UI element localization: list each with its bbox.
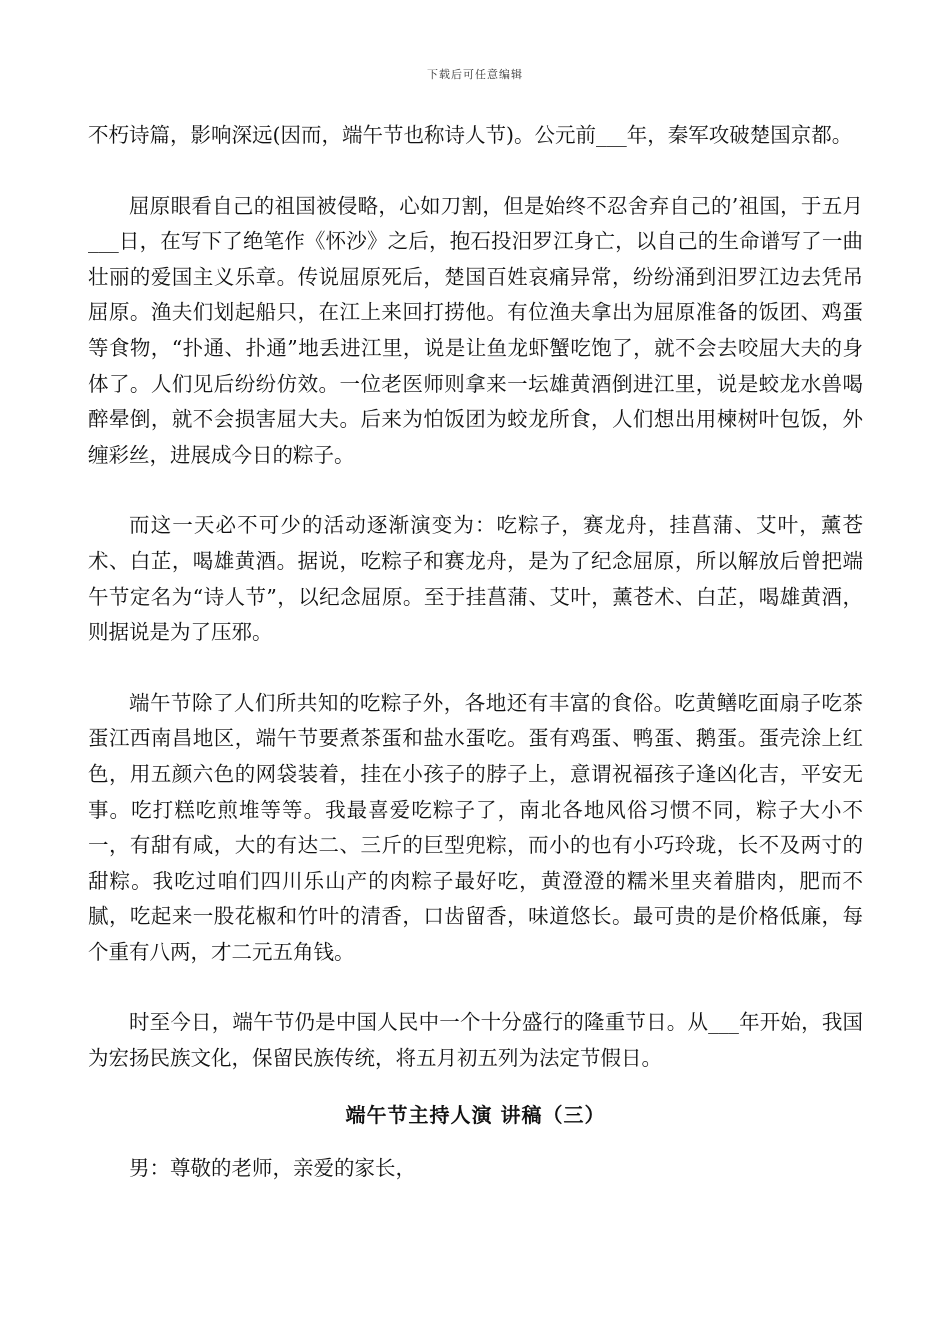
paragraph-festival-activities: 而这一天必不可少的活动逐渐演变为：吃粽子，赛龙舟，挂菖蒲、艾叶，薰苍术、白芷，喝雄黄酒。据说，吃粽子和赛龙舟，是为了纪念屈原，所以解放后曾把端午节定名为“诗人节”，以纪念屈原。至于挂菖蒲、艾叶，薰苍术、白芷，喝雄黄酒，则据说是为了压邪。 [88, 513, 863, 645]
paragraph-qin-conquest: 不朽诗篇，影响深远(因而，端午节也称诗人节)。公元前___年，秦军攻破楚国京都。 [88, 123, 853, 147]
document-body [88, 118, 863, 1186]
page-header-note: 下载后可任意编辑 [427, 68, 523, 81]
paragraph-food-customs: 端午节除了人们所共知的吃粽子外，各地还有丰富的食俗。吃黄鳝吃面扇子吃茶蛋江西南昌地区，端午节要煮茶蛋和盐水蛋吃。蛋有鸡蛋、鸭蛋、鹅蛋。蛋壳涂上红色，用五颜六色的网袋装着，挂在小孩子的脖子上，意谓祝福孩子逢凶化吉，平安无事。吃打糕吃煎堆等等。我最喜爱吃粽子了，南北各地风俗习惯不同，粽子大小不一，有甜有咸，大的有达二、三斤的巨型兜粽，而小的也有小巧玲珑，长不及两寸的甜粽。我吃过咱们四川乐山产的肉粽子最好吃，黄澄澄的糯米里夹着腊肉，肥而不腻，吃起来一股花椒和竹叶的清香，口齿留香，味道悠长。最可贵的是价格低廉，每个重有八两，才二元五角钱。 [88, 690, 863, 964]
paragraph-qu-yuan-death: 屈原眼看自己的祖国被侵略，心如刀割，但是始终不忍舍弃自己的’祖国，于五月___日，在写下了绝笔作《怀沙》之后，抱石投汨罗江身亡，以自己的生命谱写了一曲壮丽的爱国主义乐章。传说屈原死后，楚国百姓哀痛异常，纷纷涌到汨罗江边去凭吊屈原。渔夫们划起船只，在江上来回打捞他。有位渔夫拿出为屈原准备的饭团、鸡蛋等食物，“扑通、扑通”地丢进江里，说是让鱼龙虾蟹吃饱了，就不会去咬屈大夫的身体了。人们见后纷纷仿效。一位老医师则拿来一坛雄黄酒倒进江里，说是蛟龙水兽喝醉晕倒，就不会损害屈大夫。后来为怕饭团为蛟龙所食，人们想出用楝树叶包饭，外缠彩丝，进展成今日的粽子。 [88, 193, 863, 467]
section-title: 端午节主持人演 讲稿（三） [345, 1102, 606, 1127]
paragraph-legal-holiday: 时至今日，端午节仍是中国人民中一个十分盛行的隆重节日。从___年开始，我国为宏扬民族文化，保留民族传统，将五月初五列为法定节假日。 [88, 1010, 863, 1071]
speech-opening-line: 男：尊敬的老师，亲爱的家长， [129, 1155, 416, 1180]
